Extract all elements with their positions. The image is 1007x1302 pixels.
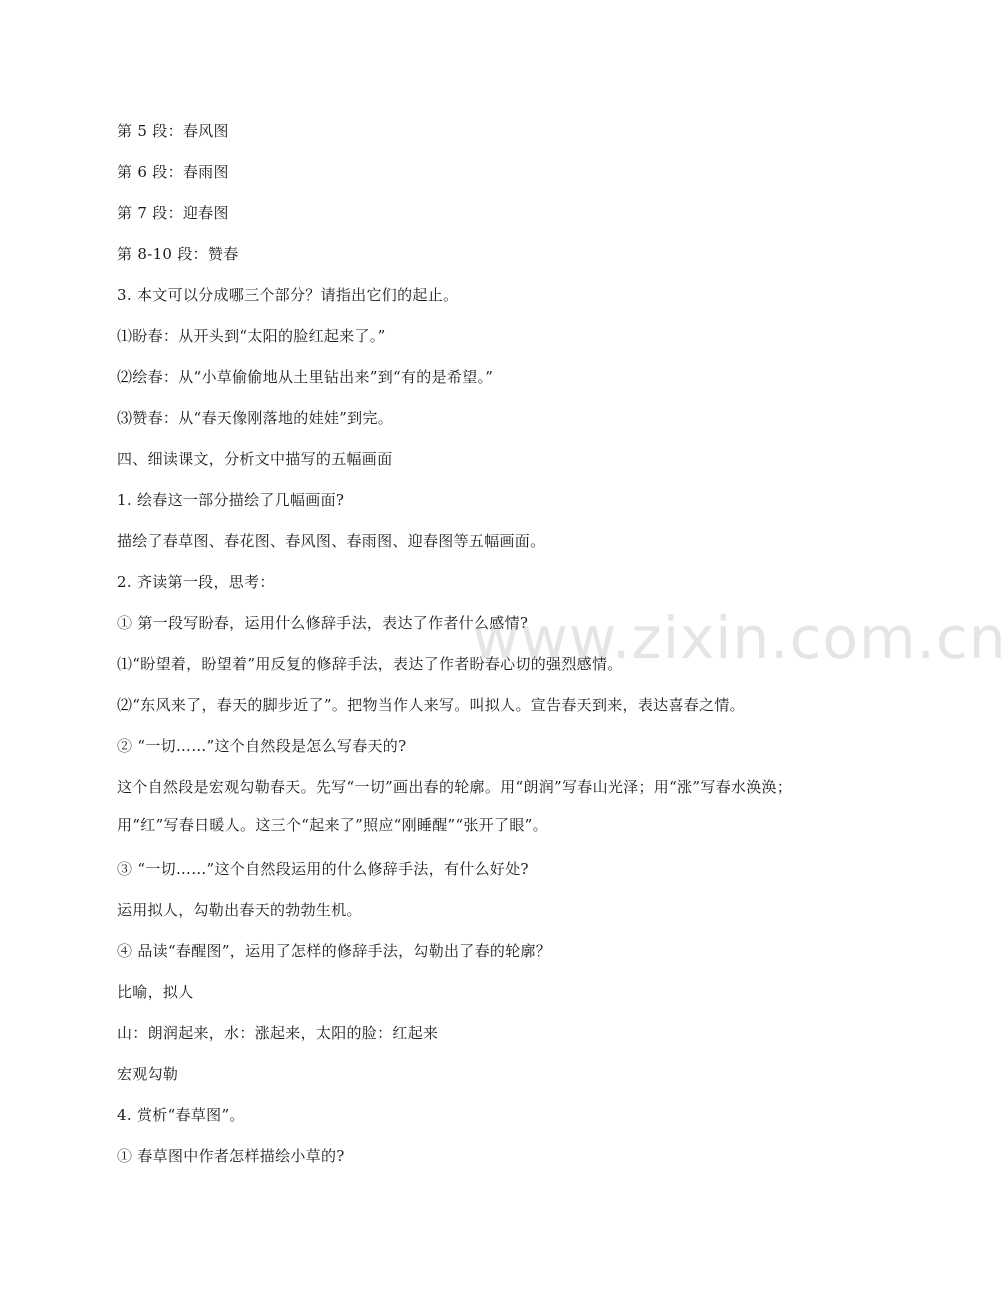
text-line: 描绘了春草图、春花图、春风图、春雨图、迎春图等五幅画面。	[117, 532, 546, 550]
question-heading: 2. 齐读第一段，思考：	[117, 573, 275, 591]
text-line: 第 6 段：春雨图	[117, 163, 229, 181]
text-line: ⑶赞春：从“春天像刚落地的娃娃”到完。	[117, 409, 394, 427]
text-line: 第 5 段：春风图	[117, 122, 229, 140]
section-heading: 四、细读课文，分析文中描写的五幅画面	[117, 450, 393, 468]
text-line: ⑵“东风来了，春天的脚步近了”。把物当作人来写。叫拟人。宣告春天到来，表达喜春之情。	[117, 696, 745, 714]
text-paragraph: 这个自然段是宏观勾勒春天。先写“一切”画出春的轮廓。用“朗润”写春山光泽；用“涨”写春水涣涣；用“红”写春日暖人。这三个“起来了”照应“刚睡醒”“张开了眼”。	[117, 778, 793, 834]
text-line: 山：朗润起来，水：涨起来，太阳的脸：红起来	[117, 1024, 439, 1042]
text-line: 比喻，拟人	[117, 983, 194, 1001]
text-line: 运用拟人，勾勒出春天的勃勃生机。	[117, 901, 362, 919]
text-line: 宏观勾勒	[117, 1065, 179, 1083]
text-line: ① 第一段写盼春，运用什么修辞手法，表达了作者什么感情?	[117, 614, 529, 632]
watermark: www.zixin.com.cn	[472, 604, 1007, 672]
text-line: 第 8-10 段：赞春	[117, 245, 239, 263]
text-line: ⑴“盼望着，盼望着”用反复的修辞手法，表达了作者盼春心切的强烈感情。	[117, 655, 623, 673]
question-heading: 3. 本文可以分成哪三个部分？请指出它们的起止。	[117, 286, 459, 304]
text-line: ① 春草图中作者怎样描绘小草的?	[117, 1147, 345, 1165]
text-line: ④ 品读“春醒图”，运用了怎样的修辞手法，勾勒出了春的轮廓？	[117, 942, 552, 960]
question-heading: 1. 绘春这一部分描绘了几幅画面?	[117, 491, 345, 509]
text-line: ⑴盼春：从开头到“太阳的脸红起来了。”	[117, 327, 386, 345]
question-heading: 4. 赏析“春草图”。	[117, 1106, 245, 1124]
text-line: 第 7 段：迎春图	[117, 204, 229, 222]
text-line: ③ “一切……”这个自然段运用的什么修辞手法，有什么好处?	[117, 860, 529, 878]
text-line: ⑵绘春：从“小草偷偷地从土里钻出来”到“有的是希望。”	[117, 368, 494, 386]
text-line: ② “一切……”这个自然段是怎么写春天的?	[117, 737, 407, 755]
